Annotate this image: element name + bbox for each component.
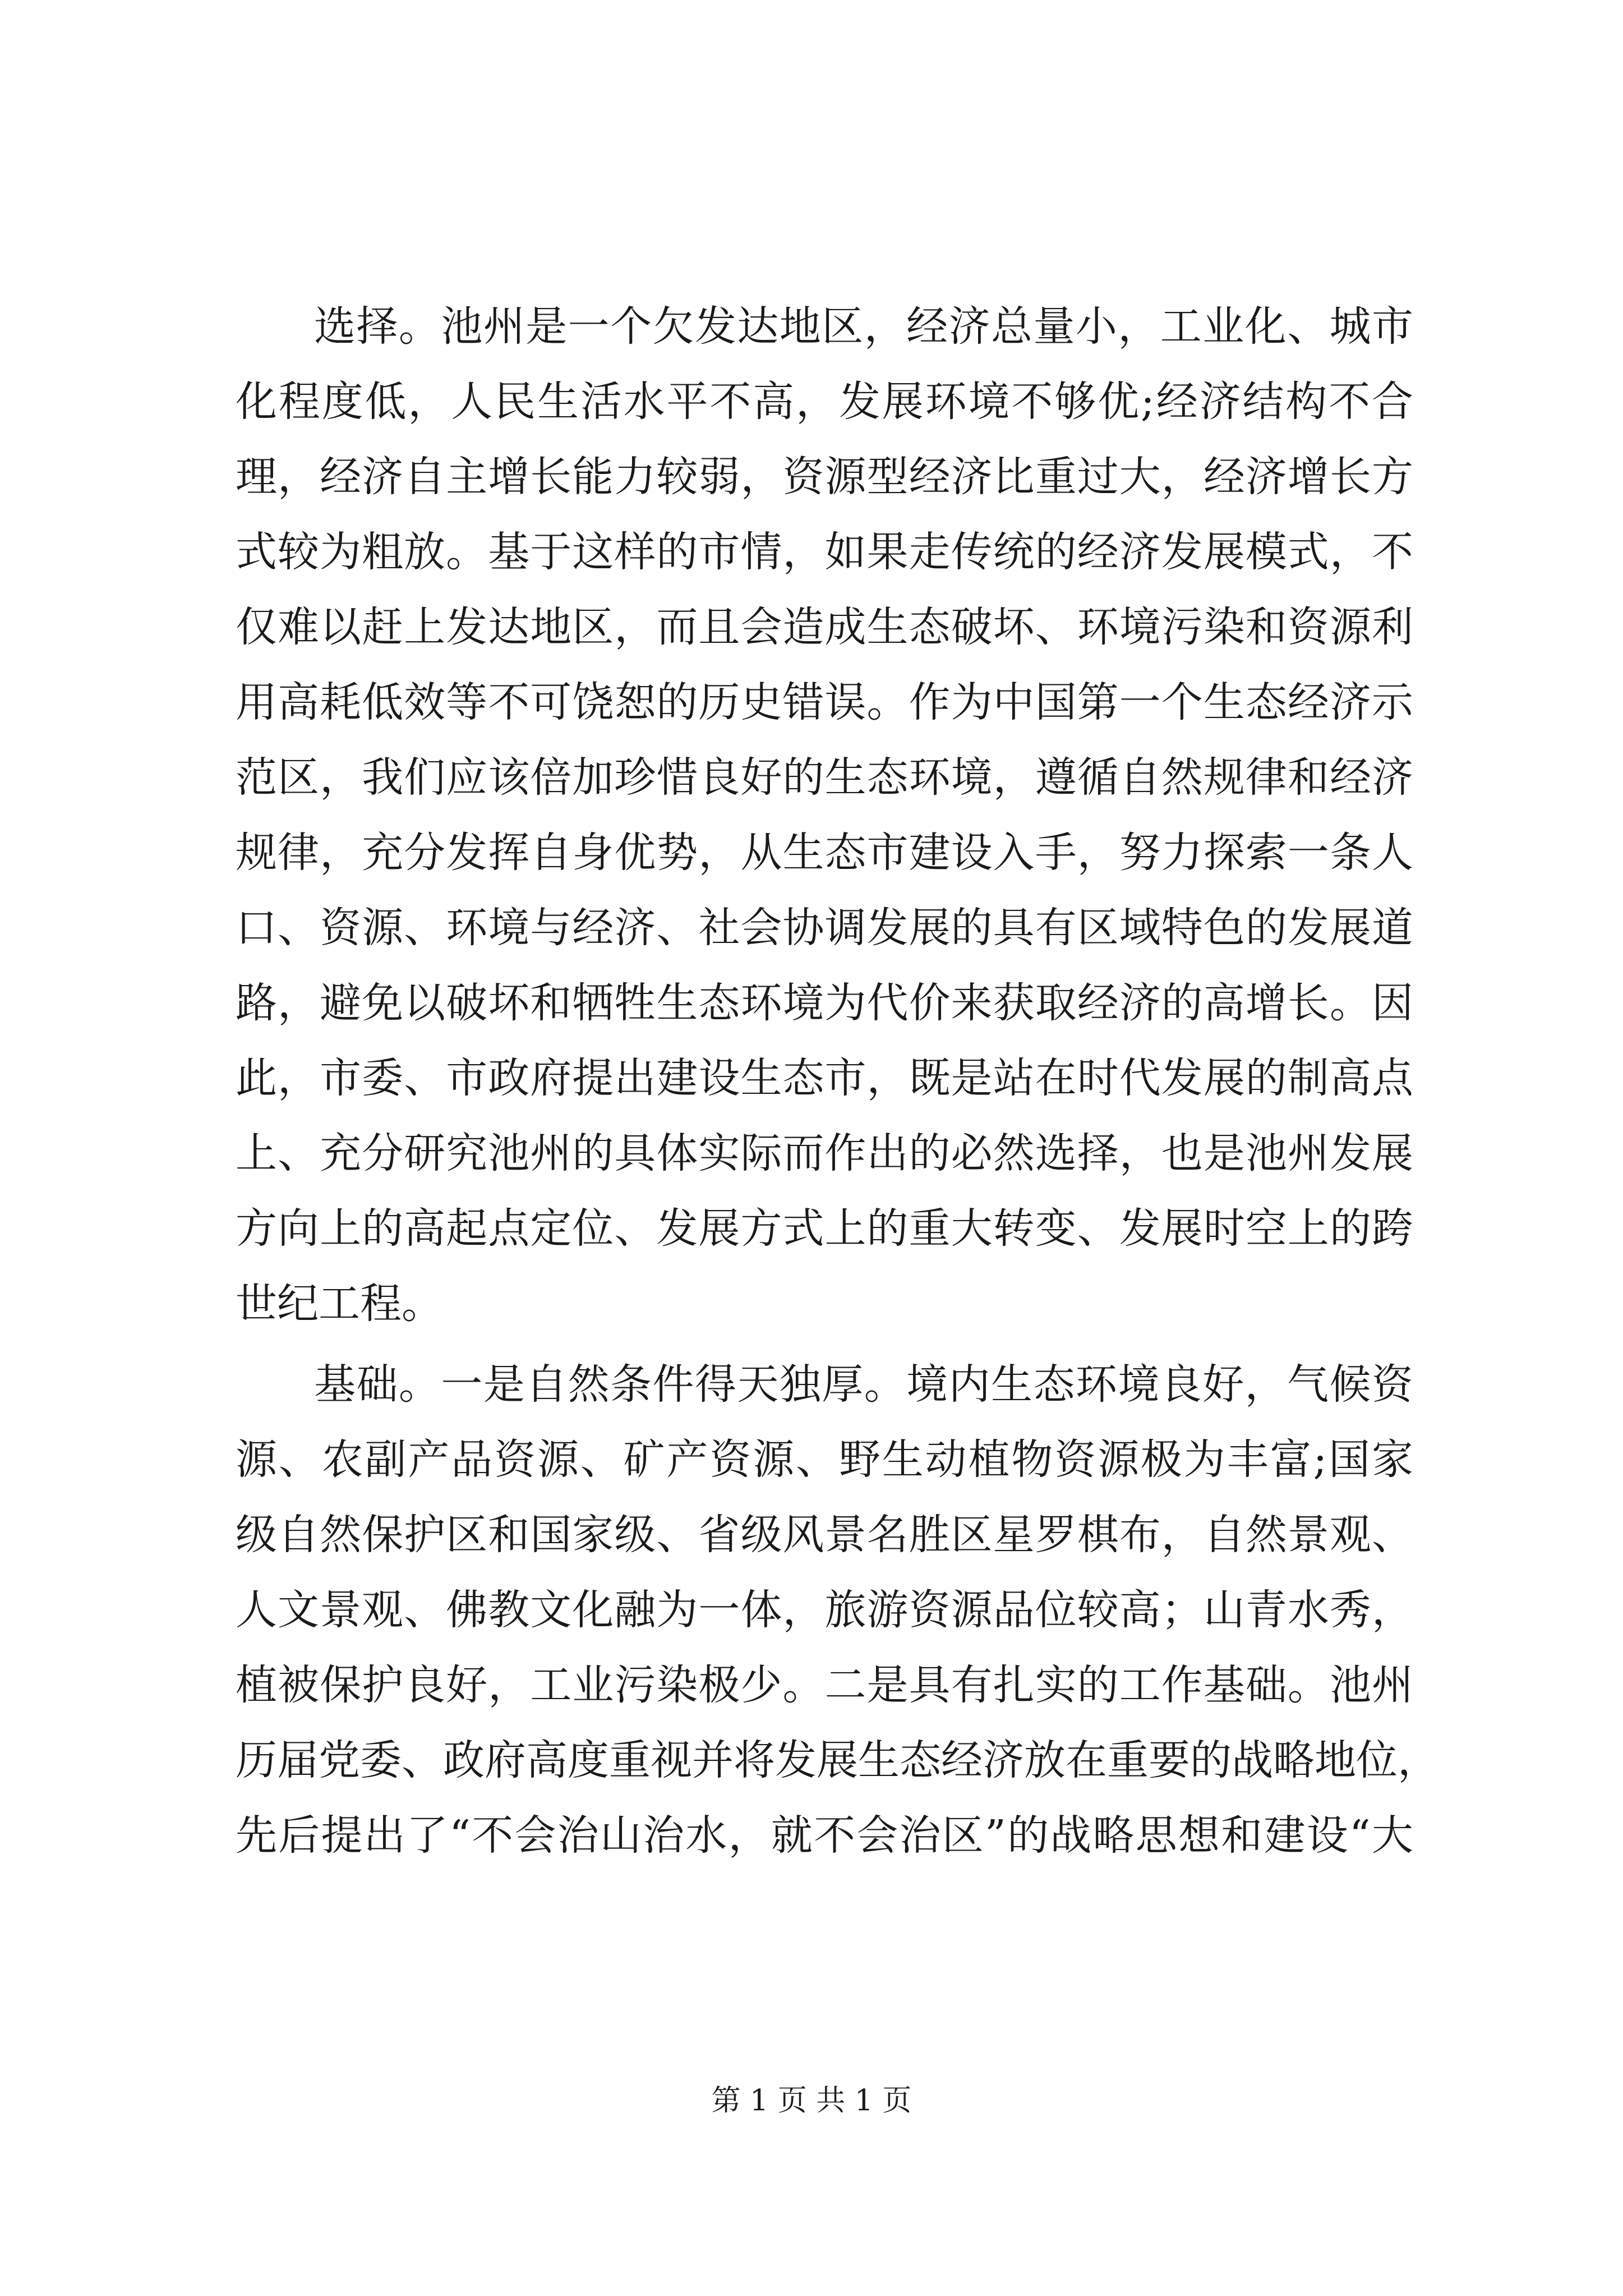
text-line: 先后提出了“不会治山治水，就不会治区”的战略思想和建设“大 xyxy=(236,1811,1413,1860)
text-line: 人文景观、佛教文化融为一体，旅游资源品位较高；山青水秀， xyxy=(236,1586,1413,1634)
text-line: 历届党委、政府高度重视并将发展生态经济放在重要的战略地位， xyxy=(236,1736,1439,1784)
text-line: 选择。池州是一个欠发达地区，经济总量小，工业化、城市 xyxy=(314,302,1413,351)
text-line: 式较为粗放。基于这样的市情，如果走传统的经济发展模式，不 xyxy=(236,528,1413,576)
text-line: 源、农副产品资源、矿产资源、野生动植物资源极为丰富;国家 xyxy=(236,1435,1413,1484)
text-line: 世纪工程。 xyxy=(236,1280,443,1328)
text-line: 规律，充分发挥自身优势，从生态市建设入手，努力探索一条人 xyxy=(236,829,1413,877)
text-line: 理，经济自主增长能力较弱，资源型经济比重过大，经济增长方 xyxy=(236,453,1413,501)
text-line: 用高耗低效等不可饶恕的历史错误。作为中国第一个生态经济示 xyxy=(236,678,1413,726)
text-line: 级自然保护区和国家级、省级风景名胜区星罗棋布，自然景观、 xyxy=(236,1511,1413,1559)
document-body xyxy=(236,289,1439,1873)
text-line: 此，市委、市政府提出建设生态市，既是站在时代发展的制高点 xyxy=(236,1054,1413,1102)
page-number-footer: 第 1 页 共 1 页 xyxy=(711,2084,912,2118)
paragraph-foundation xyxy=(236,1347,1439,1873)
text-line: 口、资源、环境与经济、社会协调发展的具有区域特色的发展道 xyxy=(236,904,1413,952)
text-line: 基础。一是自然条件得天独厚。境内生态环境良好，气候资 xyxy=(314,1360,1413,1409)
text-line: 化程度低，人民生活水平不高，发展环境不够优;经济结构不合 xyxy=(236,378,1413,426)
paragraph-choice xyxy=(236,289,1413,1341)
text-line: 植被保护良好，工业污染极少。二是具有扎实的工作基础。池州 xyxy=(236,1661,1413,1709)
text-line: 范区，我们应该倍加珍惜良好的生态环境，遵循自然规律和经济 xyxy=(236,753,1413,802)
text-line: 仅难以赶上发达地区，而且会造成生态破坏、环境污染和资源利 xyxy=(236,603,1413,651)
paragraph-spacer xyxy=(236,1341,1413,1347)
text-line: 方向上的高起点定位、发展方式上的重大转变、发展时空上的跨 xyxy=(236,1204,1413,1253)
text-line: 路，避免以破坏和牺牲生态环境为代价来获取经济的高增长。因 xyxy=(236,979,1413,1027)
text-line: 上、充分研究池州的具体实际而作出的必然选择，也是池州发展 xyxy=(236,1129,1413,1177)
